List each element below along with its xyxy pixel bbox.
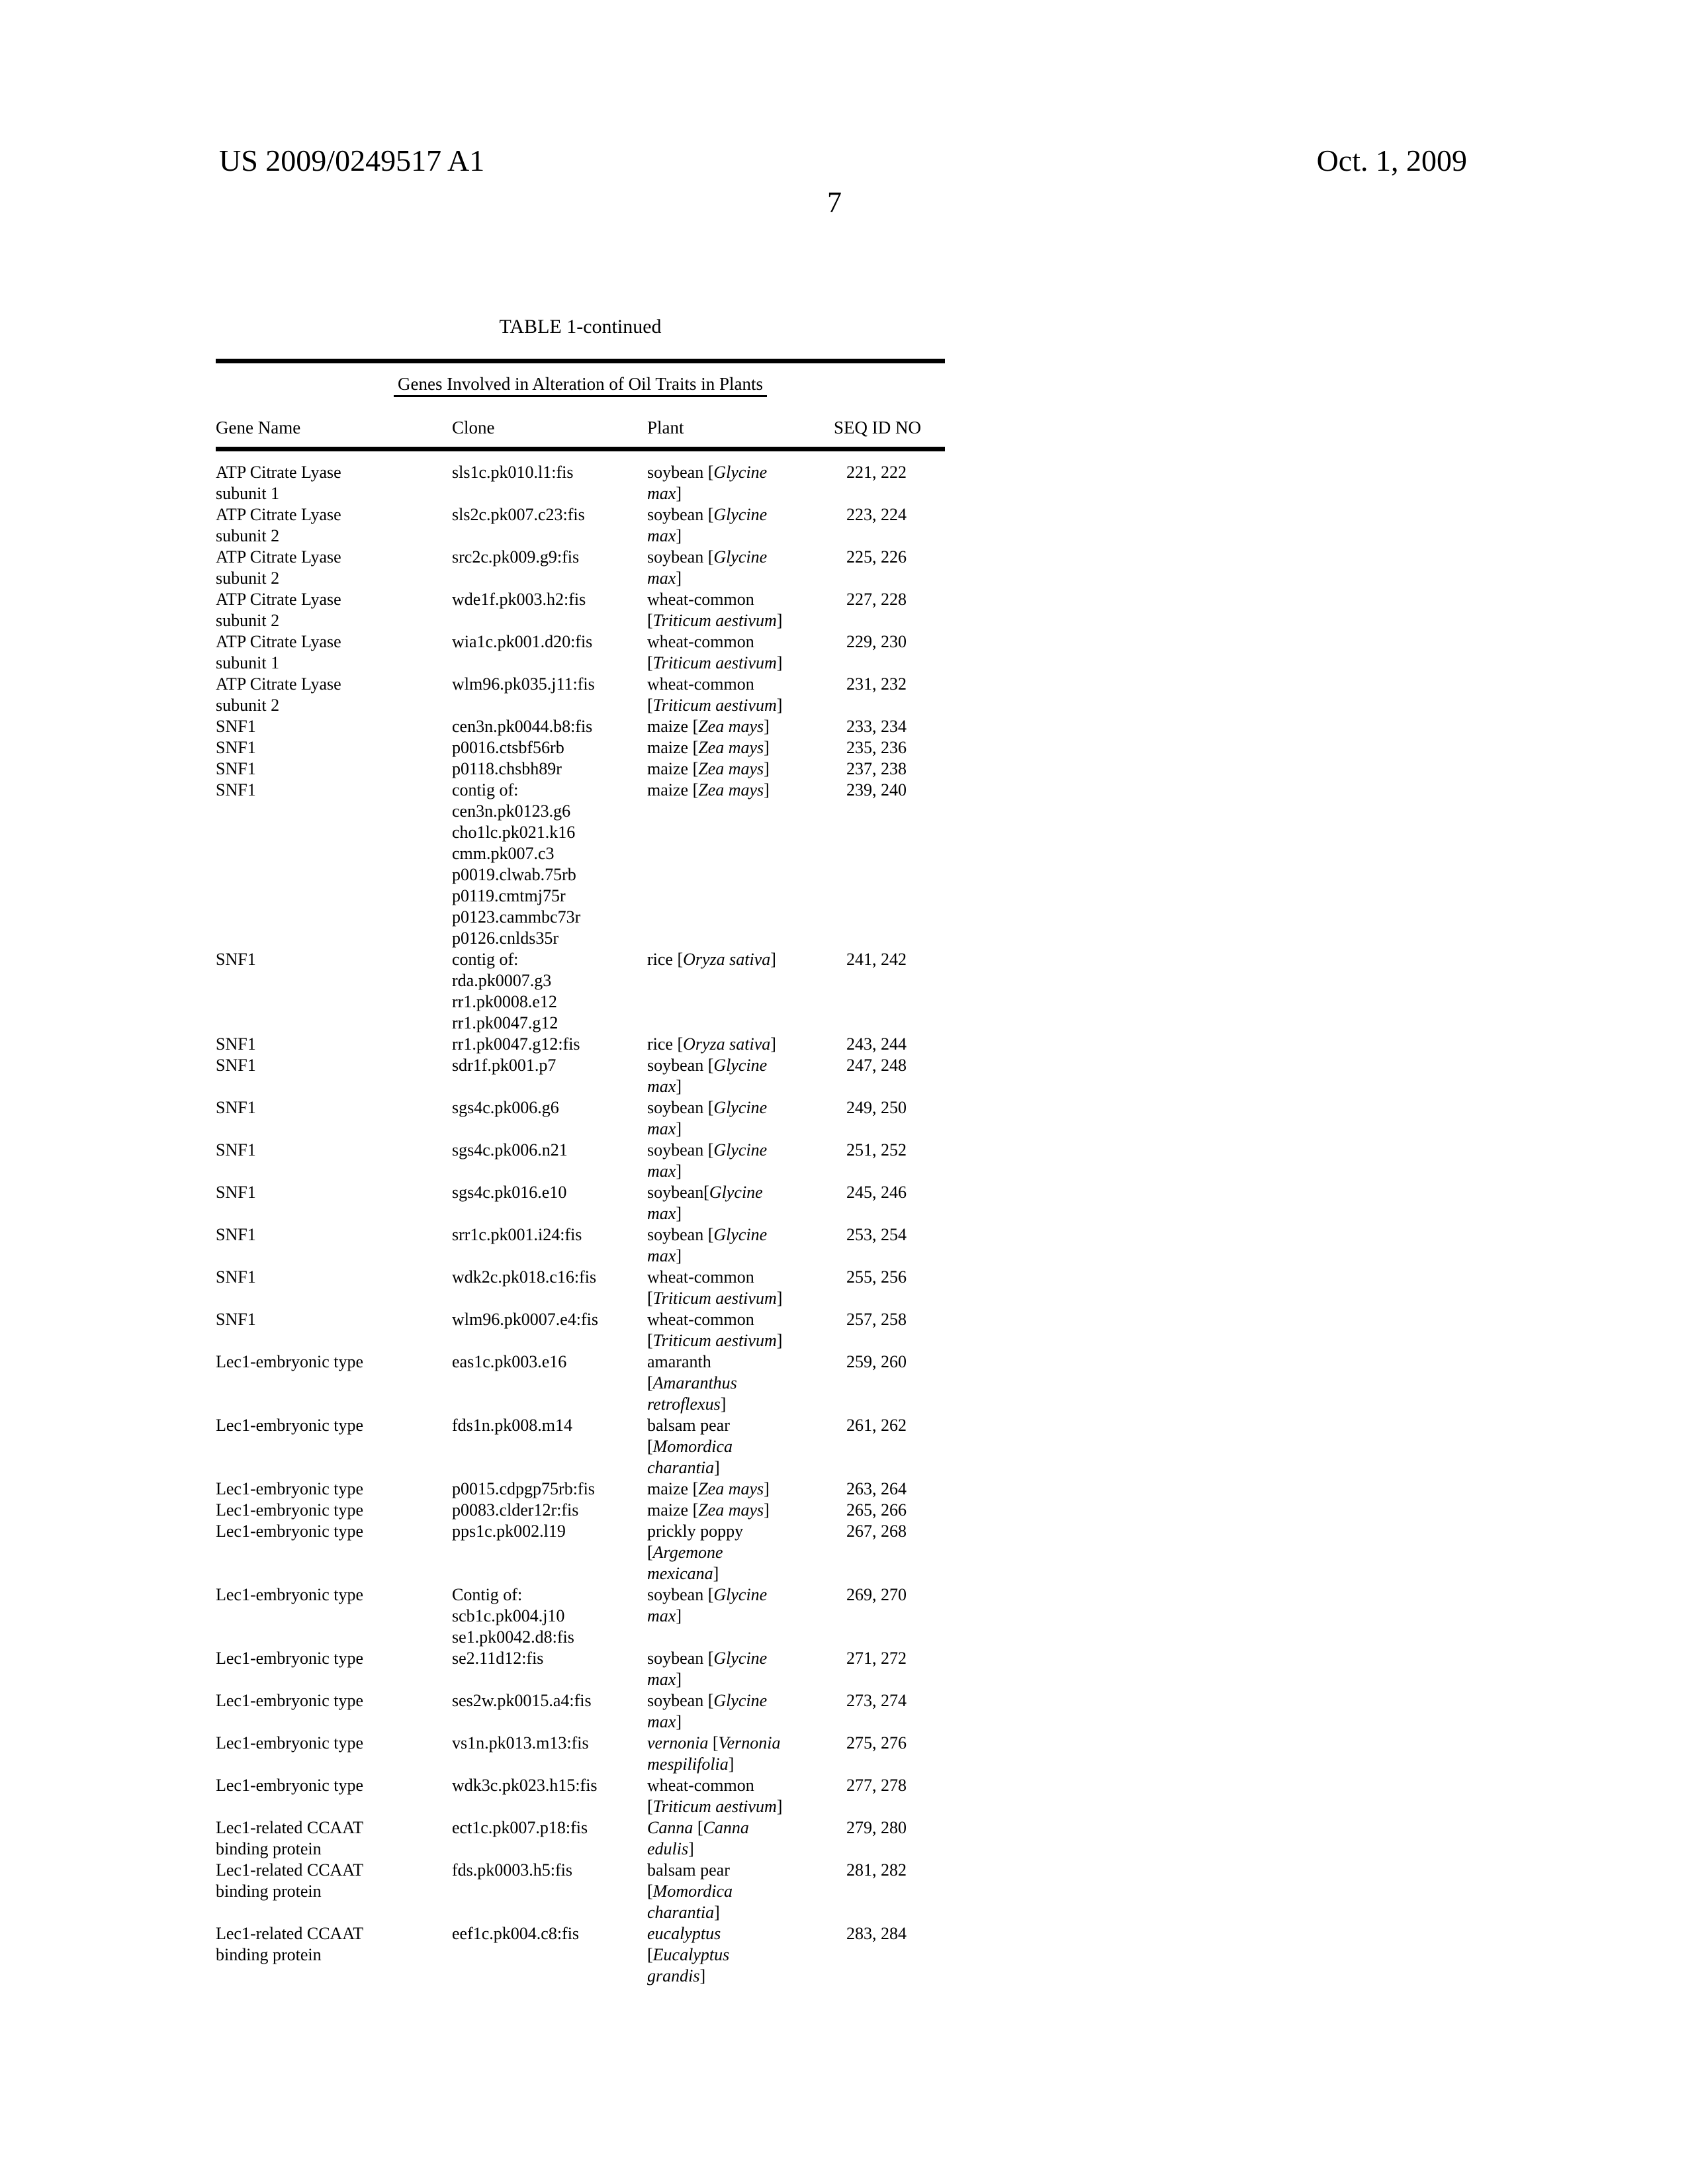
cell-clone: sls1c.pk010.l1:fis: [452, 463, 574, 482]
cell-plant: maize [Zea mays]: [647, 1500, 770, 1520]
cell-plant: soybean [Glycine max]: [647, 505, 768, 545]
cell-gene: ATP Citrate Lyase subunit 2: [216, 590, 341, 630]
cell-seq: 261, 262: [846, 1416, 907, 1435]
cell-gene: Lec1-embryonic type: [216, 1691, 364, 1710]
cell-clone: cen3n.pk0044.b8:fis: [452, 717, 593, 736]
column-header-clone: Clone: [452, 418, 647, 449]
cell-clone: wdk3c.pk023.h15:fis: [452, 1776, 598, 1795]
cell-clone: sgs4c.pk006.n21: [452, 1140, 568, 1160]
cell-gene: Lec1-embryonic type: [216, 1585, 364, 1604]
cell-clone: fds.pk0003.h5:fis: [452, 1860, 572, 1880]
table-row: [216, 1648, 945, 1690]
cell-seq: 281, 282: [846, 1860, 907, 1880]
cell-seq: 259, 260: [846, 1352, 907, 1371]
cell-clone: sdr1f.pk001.p7: [452, 1056, 557, 1075]
cell-gene: SNF1: [216, 1034, 256, 1054]
cell-seq: 237, 238: [846, 759, 907, 778]
cell-plant: wheat-common [Triticum aestivum]: [647, 674, 783, 715]
cell-plant: maize [Zea mays]: [647, 780, 770, 799]
patent-date: Oct. 1, 2009: [1316, 144, 1467, 177]
cell-seq: 231, 232: [846, 674, 907, 694]
table-row: [216, 449, 945, 505]
cell-plant: rice [Oryza sativa]: [647, 1034, 776, 1054]
table-row: [216, 1097, 945, 1140]
table-row: [216, 1224, 945, 1267]
cell-seq: 271, 272: [846, 1649, 907, 1668]
cell-plant: soybean [Glycine max]: [647, 547, 768, 588]
cell-clone: wde1f.pk003.h2:fis: [452, 590, 586, 609]
cell-seq: 245, 246: [846, 1183, 907, 1202]
cell-clone: p0083.clder12r:fis: [452, 1500, 579, 1520]
cell-gene: Lec1-related CCAAT binding protein: [216, 1818, 364, 1858]
cell-clone: rr1.pk0047.g12:fis: [452, 1034, 580, 1054]
cell-gene: Lec1-related CCAAT binding protein: [216, 1924, 364, 1964]
cell-plant: wheat-common [Triticum aestivum]: [647, 1310, 783, 1350]
cell-gene: ATP Citrate Lyase subunit 2: [216, 674, 341, 715]
cell-gene: SNF1: [216, 1183, 256, 1202]
cell-clone: fds1n.pk008.m14: [452, 1416, 572, 1435]
table-subtitle: Genes Involved in Alteration of Oil Traits in Plants: [394, 375, 767, 397]
cell-gene: Lec1-embryonic type: [216, 1776, 364, 1795]
cell-seq: 279, 280: [846, 1818, 907, 1837]
cell-plant: eucalyptus [Eucalyptus grandis]: [647, 1924, 730, 1985]
table-row: [216, 1690, 945, 1733]
cell-plant: rice [Oryza sativa]: [647, 950, 776, 969]
cell-plant: soybean [Glycine max]: [647, 1649, 768, 1689]
cell-seq: 275, 276: [846, 1733, 907, 1752]
page-number: 7: [827, 186, 842, 218]
cell-plant: wheat-common [Triticum aestivum]: [647, 1267, 783, 1308]
cell-seq: 277, 278: [846, 1776, 907, 1795]
table-row: [216, 1182, 945, 1224]
cell-plant: soybean [Glycine max]: [647, 1585, 768, 1625]
cell-gene: SNF1: [216, 1140, 256, 1160]
column-header-seq-id-no: SEQ ID NO: [834, 418, 945, 449]
cell-plant: amaranth [Amaranthus retroflexus]: [647, 1352, 737, 1414]
cell-gene: SNF1: [216, 950, 256, 969]
cell-clone: eef1c.pk004.c8:fis: [452, 1924, 580, 1943]
cell-gene: SNF1: [216, 738, 256, 757]
cell-gene: ATP Citrate Lyase subunit 2: [216, 505, 341, 545]
table-top-rule: [216, 359, 945, 363]
table-row: [216, 1775, 945, 1817]
cell-seq: 239, 240: [846, 780, 907, 799]
cell-gene: SNF1: [216, 1267, 256, 1287]
cell-seq: 249, 250: [846, 1098, 907, 1117]
cell-plant: wheat-common [Triticum aestivum]: [647, 1776, 783, 1816]
table-row: [216, 589, 945, 631]
cell-gene: Lec1-related CCAAT binding protein: [216, 1860, 364, 1901]
cell-seq: 273, 274: [846, 1691, 907, 1710]
table-row: [216, 1351, 945, 1415]
cell-gene: Lec1-embryonic type: [216, 1649, 364, 1668]
cell-seq: 253, 254: [846, 1225, 907, 1244]
table-row: [216, 1521, 945, 1584]
cell-seq: 223, 224: [846, 505, 907, 524]
cell-seq: 255, 256: [846, 1267, 907, 1287]
cell-plant: Canna [Canna edulis]: [647, 1818, 749, 1858]
cell-clone: ect1c.pk007.p18:fis: [452, 1818, 588, 1837]
cell-seq: 257, 258: [846, 1310, 907, 1329]
cell-gene: SNF1: [216, 1225, 256, 1244]
cell-clone: sls2c.pk007.c23:fis: [452, 505, 585, 524]
cell-gene: SNF1: [216, 1098, 256, 1117]
table-row: [216, 1309, 945, 1351]
cell-gene: ATP Citrate Lyase subunit 1: [216, 463, 341, 503]
cell-gene: SNF1: [216, 780, 256, 799]
table-row: [216, 716, 945, 737]
cell-clone: se2.11d12:fis: [452, 1649, 544, 1668]
table-row: [216, 1034, 945, 1055]
cell-seq: 227, 228: [846, 590, 907, 609]
table-row: [216, 1860, 945, 1923]
cell-seq: 225, 226: [846, 547, 907, 567]
cell-seq: 283, 284: [846, 1924, 907, 1943]
cell-plant: soybean [Glycine max]: [647, 1098, 768, 1138]
table-body: [216, 449, 945, 1987]
cell-seq: 269, 270: [846, 1585, 907, 1604]
cell-seq: 263, 264: [846, 1479, 907, 1498]
cell-seq: 267, 268: [846, 1522, 907, 1541]
table-row: [216, 758, 945, 780]
page-header: [219, 144, 1467, 177]
cell-seq: 233, 234: [846, 717, 907, 736]
cell-plant: soybean [Glycine max]: [647, 463, 768, 503]
cell-gene: Lec1-embryonic type: [216, 1733, 364, 1752]
cell-gene: Lec1-embryonic type: [216, 1416, 364, 1435]
cell-plant: soybean [Glycine max]: [647, 1225, 768, 1265]
cell-seq: 235, 236: [846, 738, 907, 757]
cell-clone: p0118.chsbh89r: [452, 759, 562, 778]
cell-gene: SNF1: [216, 759, 256, 778]
cell-clone: pps1c.pk002.l19: [452, 1522, 566, 1541]
cell-gene: Lec1-embryonic type: [216, 1479, 364, 1498]
table-title: TABLE 1-continued: [499, 316, 662, 338]
cell-gene: ATP Citrate Lyase subunit 1: [216, 632, 341, 672]
cell-clone: src2c.pk009.g9:fis: [452, 547, 580, 567]
cell-clone: Contig of: scb1c.pk004.j10 se1.pk0042.d8:fis: [452, 1585, 574, 1647]
cell-clone: contig of: cen3n.pk0123.g6 cho1lc.pk021.k16 cmm.pk007.c3 p0019.clwab.75rb p0119.cmtmj75r p0123.cammbc73r p0126.cnlds35r: [452, 780, 581, 948]
table-row: [216, 1267, 945, 1309]
table-row: [216, 547, 945, 589]
cell-gene: ATP Citrate Lyase subunit 2: [216, 547, 341, 588]
table-row: [216, 780, 945, 949]
table-row: [216, 1479, 945, 1500]
cell-plant: balsam pear [Momordica charantia]: [647, 1416, 733, 1477]
cell-seq: 247, 248: [846, 1056, 907, 1075]
cell-clone: wlm96.pk035.j11:fis: [452, 674, 595, 694]
cell-plant: maize [Zea mays]: [647, 717, 770, 736]
cell-gene: Lec1-embryonic type: [216, 1522, 364, 1541]
table-row: [216, 949, 945, 1034]
table-row: [216, 674, 945, 716]
cell-plant: wheat-common [Triticum aestivum]: [647, 632, 783, 672]
gene-table: [216, 418, 945, 1987]
cell-plant: soybean [Glycine max]: [647, 1140, 768, 1181]
cell-clone: wdk2c.pk018.c16:fis: [452, 1267, 597, 1287]
cell-gene: Lec1-embryonic type: [216, 1500, 364, 1520]
cell-clone: sgs4c.pk006.g6: [452, 1098, 559, 1117]
cell-plant: soybean [Glycine max]: [647, 1691, 768, 1731]
cell-gene: SNF1: [216, 1056, 256, 1075]
gene-table-header: [216, 418, 945, 449]
cell-clone: sgs4c.pk016.e10: [452, 1183, 567, 1202]
table-row: [216, 1817, 945, 1860]
table-row: [216, 1055, 945, 1097]
cell-clone: p0016.ctsbf56rb: [452, 738, 564, 757]
cell-plant: wheat-common [Triticum aestivum]: [647, 590, 783, 630]
table-row: [216, 1733, 945, 1775]
cell-clone: srr1c.pk001.i24:fis: [452, 1225, 582, 1244]
cell-plant: balsam pear [Momordica charantia]: [647, 1860, 733, 1922]
cell-clone: eas1c.pk003.e16: [452, 1352, 567, 1371]
table-row: [216, 631, 945, 674]
cell-clone: ses2w.pk0015.a4:fis: [452, 1691, 592, 1710]
cell-clone: contig of: rda.pk0007.g3 rr1.pk0008.e12 rr1.pk0047.g12: [452, 950, 558, 1032]
cell-seq: 265, 266: [846, 1500, 907, 1520]
table-row: [216, 1500, 945, 1521]
cell-seq: 221, 222: [846, 463, 907, 482]
cell-seq: 251, 252: [846, 1140, 907, 1160]
cell-plant: maize [Zea mays]: [647, 759, 770, 778]
cell-plant: prickly poppy [Argemone mexicana]: [647, 1522, 744, 1583]
cell-seq: 241, 242: [846, 950, 907, 969]
cell-plant: soybean[Glycine max]: [647, 1183, 763, 1223]
table-row: [216, 1415, 945, 1479]
column-header-plant: Plant: [647, 418, 834, 449]
table-row: [216, 504, 945, 547]
cell-plant: maize [Zea mays]: [647, 738, 770, 757]
table-row: [216, 1923, 945, 1987]
cell-clone: vs1n.pk013.m13:fis: [452, 1733, 589, 1752]
patent-number: US 2009/0249517 A1: [219, 144, 485, 177]
table-row: [216, 737, 945, 758]
table-row: [216, 1140, 945, 1182]
cell-seq: 229, 230: [846, 632, 907, 651]
cell-gene: Lec1-embryonic type: [216, 1352, 364, 1371]
cell-gene: SNF1: [216, 717, 256, 736]
cell-plant: soybean [Glycine max]: [647, 1056, 768, 1096]
cell-gene: SNF1: [216, 1310, 256, 1329]
table-subtitle-row: [216, 375, 945, 397]
cell-plant: maize [Zea mays]: [647, 1479, 770, 1498]
column-header-gene-name: Gene Name: [216, 418, 452, 449]
cell-clone: wia1c.pk001.d20:fis: [452, 632, 593, 651]
cell-seq: 243, 244: [846, 1034, 907, 1054]
table-row: [216, 1584, 945, 1648]
cell-clone: p0015.cdpgp75rb:fis: [452, 1479, 595, 1498]
cell-clone: wlm96.pk0007.e4:fis: [452, 1310, 598, 1329]
table-1-continued: [216, 316, 945, 1987]
cell-plant: vernonia [Vernonia mespilifolia]: [647, 1733, 781, 1774]
